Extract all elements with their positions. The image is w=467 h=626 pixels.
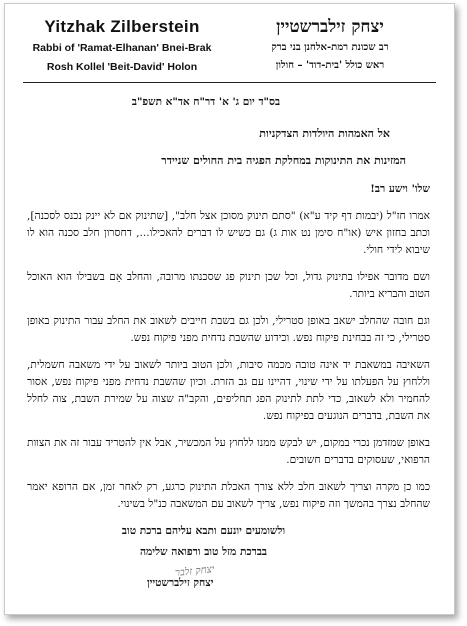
letter-paragraph: השאיבה במשאבת יד אינה טובה מכמה סיבות, ולכן הטוב ביותר לשאוב על ידי משאבה חשמלית, וללחוץ על הפעלתו על ידי שינוי, דהיינו עם גב הזרת. וכיון שהשבת נדחית מפני פיקוח נפש, אסור להחמיר ולא לשאוב, כדי לתת לתינוק הפג תחליפים, והקב"ה שצוה על שמירת השבת, צוה לחלל את השבת, בדברים הנוגעים בפיקוח נפש. — [27, 359, 430, 422]
letter-paragraph: באופן שמזדמן נכרי במקום, יש לבקש ממנו ללחוץ על המכשיר, אבל אין להטריד עבור זה את הצוות הרפואי, שעסוקים בדברים חשובים. — [27, 437, 430, 466]
signature-name: יצחק זילברשטיין — [147, 577, 214, 589]
letterhead-english — [27, 17, 217, 73]
letter-paragraph: כמו כן מקרה וצריך לשאוב חלב ללא צורך האכלת התינוק כרגע, רק לאחר זמן, אם הרופא יאמר שהחלב נצרך בהמשך וזה פיקוח נפש, צריך לשאוב עם המשאבה כנ"ל בשינוי. — [27, 481, 430, 510]
letter-paragraph: וגם חובה שהחלב ישאב באופן סטרילי, ולכן גם בשבת חייבים לשאוב את החלב עבור התינוק באופן סטרילי, כי זה בבחינת פיקוח נפש. וכידוע שהשבת נדחית מפני פיקוח נפש. — [27, 315, 430, 344]
letterhead-divider — [23, 82, 436, 83]
letter-greeting: שלו' וישע רב! — [370, 183, 430, 195]
kollel-title-english: Rosh Kollel 'Beit-David' Holon — [46, 61, 198, 73]
letter-page — [4, 3, 455, 615]
letter-blessing: בברכת מזל טוב ורפואה שלימה — [139, 546, 268, 558]
rabbi-name-english: Yitzhak Zilberstein — [44, 17, 200, 36]
letterhead-hebrew — [230, 17, 430, 71]
letter-subject: המזינות את התינוקות במחלקת הפגיה בית החולים שניידר — [161, 154, 406, 167]
letter-closing: ולשומעים יונעם ותבא עליהם ברכת טוב — [121, 525, 286, 537]
letter-body — [27, 94, 430, 597]
letter-recipient: אל האמהות היולדות הצדקניות — [259, 127, 390, 140]
letter-paragraph: ושם מדובר אפילו בתינוק גדול, וכל שכן תינוק פג שסכנתו מרובה, והחלב אֵם בשבילו הוא האוכל הטוב והבריא ביותר. — [27, 271, 430, 300]
rabbi-name-hebrew: יצחק זילברשטיין — [276, 17, 384, 37]
letter-date: בס"ד יום ג' א' דר"ח אד"א תשפ"ב — [131, 96, 280, 108]
letter-paragraph: אמרו חז"ל (יבמות דף קיד ע"א) "סתם תינוק מסוכן אצל חלב", [שתינוק אם לא יינק נכנס לסכנה], וכתב בחזון איש (או"ח סימן נט אות ג) גם כשיש לו דברים להאכילו..., דחסרון חלב סכנה הוא לו שיבוא לידי חולי. — [27, 210, 430, 256]
rabbi-title-english: Rabbi of 'Ramat-Elhanan' Bnei-Brak — [32, 42, 212, 54]
signature-block — [27, 561, 350, 597]
kollel-title-hebrew: ראש כולל 'בית-דוד' – חולון — [275, 60, 385, 71]
rabbi-title-hebrew: רב שכונת רמת-אלחנן בני ברק — [271, 42, 389, 53]
handwritten-signature: יצחק זלבר — [174, 563, 215, 580]
